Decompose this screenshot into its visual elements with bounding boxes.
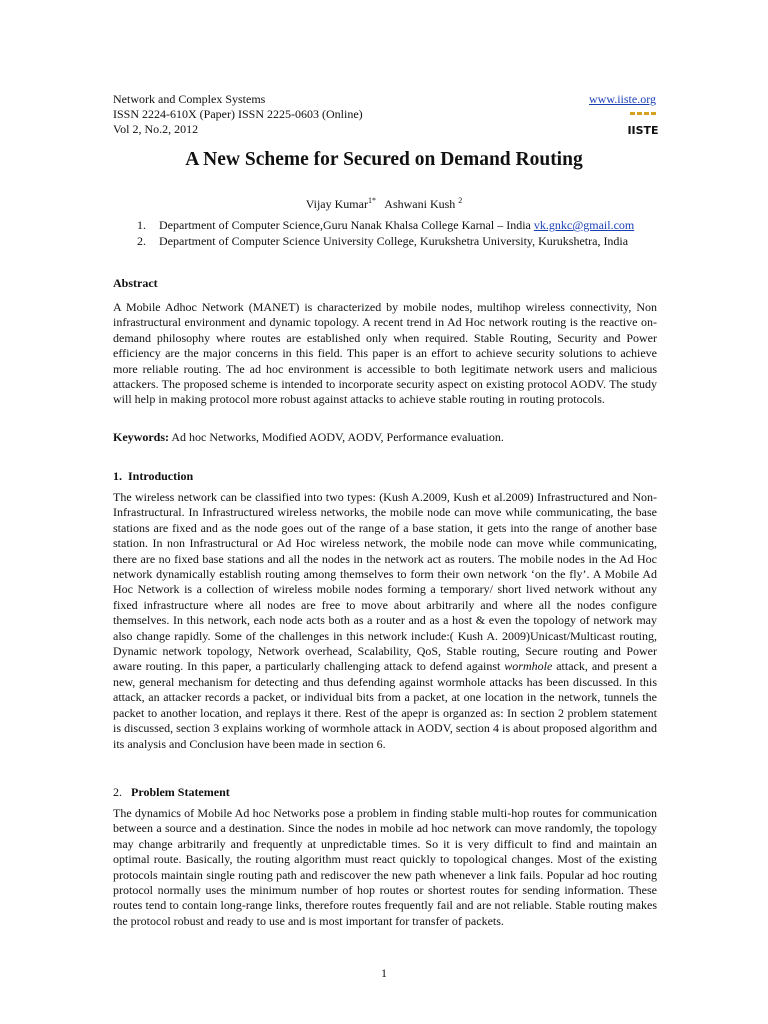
website-link[interactable]: www.iiste.org [589,92,656,106]
intro-heading-text: Introduction [128,469,194,483]
author-1: Vijay Kumar [305,197,368,211]
intro-text-part2: attack, and present a new, general mechanism for detecting and thus defending against wormhole attacks has been discussed. In this attack, an attacker records a packet, or individual bits from a packet, at one location in the network, tunnels the packet to another location, and replays it there. Rest of the apepr is organzed as: In section 2 problem statement is discussed, section 3 explains working of wormhole attack in AODV, section 4 is about proposed algorithm and its analysis and Conclusion have been made in section 6. [113,659,657,751]
affiliation-num: 1. [137,218,146,232]
affiliation-text: Department of Computer Science University College, Kurukshetra University, Kurukshetra, India [159,234,629,248]
affiliation-item [137,233,677,249]
intro-italic-term: wormhole [504,659,553,674]
abstract-text: A Mobile Adhoc Network (MANET) is characterized by mobile nodes, multihop wireless connectivity, Non infrastructural environment and dynamic topology. A recent trend in Ad Hoc network routing is the reactive on-demand philosophy where routes are established only when required. Stable Routing, Security and Power efficiency are the major concerns in this field. This paper is an effort to achieve security solutions to achieve more reliable routing. The ad hoc environment is accessible to both legitimate network users and malicious attackers. The proposed scheme is intended to incorporate security aspect on existing protocol AODV. The study will help in making protocol more robust against attacks to achieve stable routing in routing protocols. [113,300,657,407]
author-2-sup: 2 [458,196,463,205]
journal-header-right [589,92,659,137]
keywords-label: Keywords: [113,430,169,444]
affiliation-list [137,217,677,249]
logo-text: IISTE [627,124,659,137]
keywords-line [113,430,657,445]
intro-heading-num: 1. [113,469,122,483]
journal-header [113,92,363,137]
author-email-link[interactable]: vk.gnkc@gmail.com [533,218,635,232]
author-2: Ashwani Kush [384,197,456,211]
journal-volume: Vol 2, No.2, 2012 [113,122,199,136]
abstract-heading: Abstract [113,276,158,290]
intro-text [113,490,657,752]
paper-title: A New Scheme for Secured on Demand Routing [185,149,583,170]
problem-heading-num: 2. [113,785,122,799]
author-line [0,196,768,212]
affiliation-num: 2. [137,234,146,248]
intro-heading [113,469,657,484]
keywords-text: Ad hoc Networks, Modified AODV, AODV, Performance evaluation. [169,430,504,444]
author-1-sup: 1* [367,196,376,205]
intro-text-part1: The wireless network can be classified into two types: (Kush A.2009, Kush et al.2009) Infrastructured and Non-Infrastructural. In Infrastructured wireless networks, the mobile node can move while communicating, the base stations are fixed and as the node goes out of the range of a base station, it gets into the range of another base station. In non Infrastructural or Ad Hoc wireless network, the mobile node can move while communicating, there are no fixed base stations and all the nodes in the network act as routers. The mobile nodes in the Ad Hoc network dynamically establish routing among themselves to form their own network ‘on the fly’. A Mobile Ad Hoc Network is a collection of wireless mobile nodes forming a temporary/ short lived network without any fixed infrastructure where all nodes are free to move about arbitrarily and where all the nodes configure themselves. In this network, each node acts both as a router and as a host & even the topology of network may also change rapidly. Some of the challenges in this network include:( Kush A. 2009)Unicast/Multicast routing, Dynamic network topology, Network overhead, Scalability, QoS, Stable routing, Secure routing and Power aware routing. In this paper, a particularly challenging attack to defend against [113,490,657,674]
page-number: 1 [381,966,387,980]
affiliation-item [137,217,677,233]
problem-heading [113,785,657,800]
journal-issn: ISSN 2224-610X (Paper) ISSN 2225-0603 (Online) [113,107,363,121]
journal-name: Network and Complex Systems [113,92,266,106]
problem-text: The dynamics of Mobile Ad hoc Networks pose a problem in finding stable multi-hop routes for communication between a source and a destination. Since the nodes in mobile ad hoc network can move randomly, the topology may change arbitrarily and frequently at unpredictable times. So it is very difficult to find and maintain an optimal route. Basically, the routing algorithm must react quickly to topological changes. Most of the existing protocols maintain single routing path and rediscover the new path whenever a link fails. Popular ad hoc routing protocol normally uses the minimum number of hop routes or shortest routes for sending information. These routes tend to contain long-range links, therefore routes frequently fail and are not reliable. Stable routing makes the protocol robust and ready to use and is most important for transfer of packets. [113,806,657,928]
problem-heading-text: Problem Statement [131,785,230,799]
iiste-logo [627,112,659,137]
affiliation-text: Department of Computer Science,Guru Nanak Khalsa College Karnal – India [159,218,534,232]
